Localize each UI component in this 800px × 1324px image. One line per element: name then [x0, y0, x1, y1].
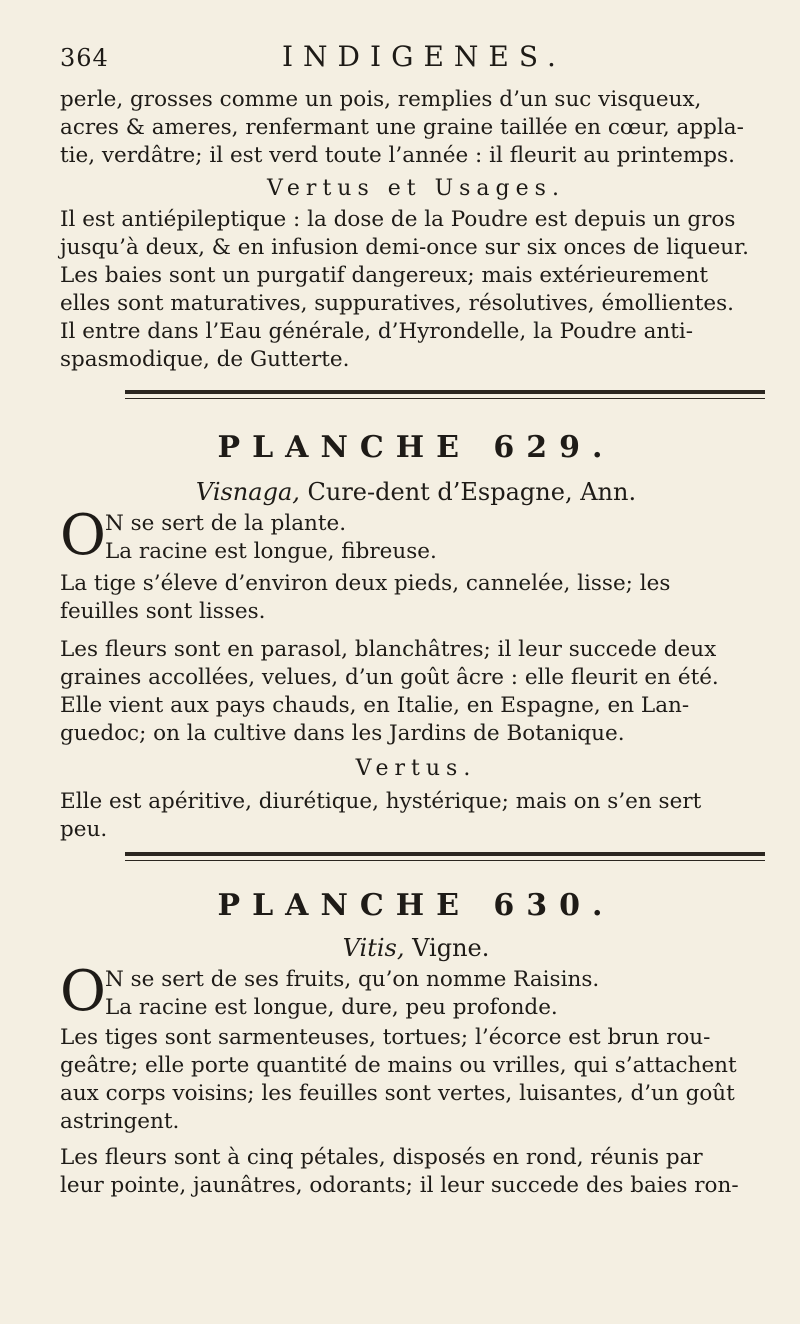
- text-line: peu.: [60, 817, 108, 842]
- text-line: Elle est apéritive, diurétique, hystérique; mais on s’en sert: [60, 789, 702, 814]
- text-line: Les tiges sont sarmenteuses, tortues; l’écorce est brun rou-: [60, 1025, 711, 1050]
- drop-cap: O: [60, 959, 106, 1024]
- drop-cap: O: [60, 503, 106, 568]
- text-line: geâtre; elle porte quantité de mains ou vrilles, qui s’attachent: [60, 1053, 737, 1078]
- section-heading-vertus: Vertus.: [355, 756, 477, 781]
- text-line: N se sert de la plante.: [105, 511, 347, 536]
- section-rule-thin: [125, 860, 765, 861]
- text-line: Il entre dans l’Eau générale, d’Hyrondelle, la Poudre anti-: [60, 319, 694, 344]
- text-line: jusqu’à deux, & en infusion demi-once sur six onces de liqueur.: [60, 235, 749, 260]
- latin-name: Visnaga,: [195, 478, 300, 506]
- text-line: astringent.: [60, 1109, 180, 1134]
- section-rule: [125, 852, 765, 856]
- planche-629-title: PLANCHE 629.: [217, 430, 615, 465]
- text-line: leur pointe, jaunâtres, odorants; il leur succede des baies ron-: [60, 1173, 739, 1198]
- text-line: Les fleurs sont à cinq pétales, disposés en rond, réunis par: [60, 1145, 703, 1170]
- planche-630-title: PLANCHE 630.: [217, 888, 615, 923]
- text-line: graines accollées, velues, d’un goût âcre : elle fleurit en été.: [60, 665, 719, 690]
- text-line: elles sont maturatives, suppuratives, résolutives, émollientes.: [60, 291, 734, 316]
- text-line: perle, grosses comme un pois, remplies d’un suc visqueux,: [60, 87, 702, 112]
- text-line: Elle vient aux pays chauds, en Italie, en Espagne, en Lan-: [60, 693, 690, 718]
- text-line: acres & ameres, renfermant une graine taillée en cœur, appla-: [60, 115, 744, 140]
- text-line: La racine est longue, fibreuse.: [105, 539, 437, 564]
- common-name: Vigne.: [412, 934, 490, 962]
- running-title: INDIGENES.: [282, 40, 566, 73]
- section-rule-thin: [125, 398, 765, 399]
- text-line: Les baies sont un purgatif dangereux; mais extérieurement: [60, 263, 708, 288]
- section-rule: [125, 390, 765, 394]
- text-line: N se sert de ses fruits, qu’on nomme Raisins.: [105, 967, 600, 992]
- text-line: guedoc; on la cultive dans les Jardins de Botanique.: [60, 721, 625, 746]
- common-name: Cure-dent d’Espagne, Ann.: [307, 478, 637, 506]
- text-line: spasmodique, de Gutterte.: [60, 347, 350, 372]
- text-line: aux corps voisins; les feuilles sont vertes, luisantes, d’un goût: [60, 1081, 735, 1106]
- latin-name: Vitis,: [342, 934, 405, 962]
- text-line: tie, verdâtre; il est verd toute l’année : il fleurit au printemps.: [60, 143, 735, 168]
- text-line: La racine est longue, dure, peu profonde.: [105, 995, 558, 1020]
- section-heading-vertus-usages: Vertus et Usages.: [267, 176, 565, 201]
- text-line: Les fleurs sont en parasol, blanchâtres; il leur succede deux: [60, 637, 717, 662]
- planche-629-subtitle: [60, 478, 772, 506]
- page-header: [60, 40, 760, 84]
- text-line: Il est antiépileptique : la dose de la Poudre est depuis un gros: [60, 207, 736, 232]
- text-line: feuilles sont lisses.: [60, 599, 266, 624]
- text-line: La tige s’éleve d’environ deux pieds, cannelée, lisse; les: [60, 571, 671, 596]
- planche-630-subtitle: [60, 934, 772, 962]
- page-number: 364: [60, 44, 109, 72]
